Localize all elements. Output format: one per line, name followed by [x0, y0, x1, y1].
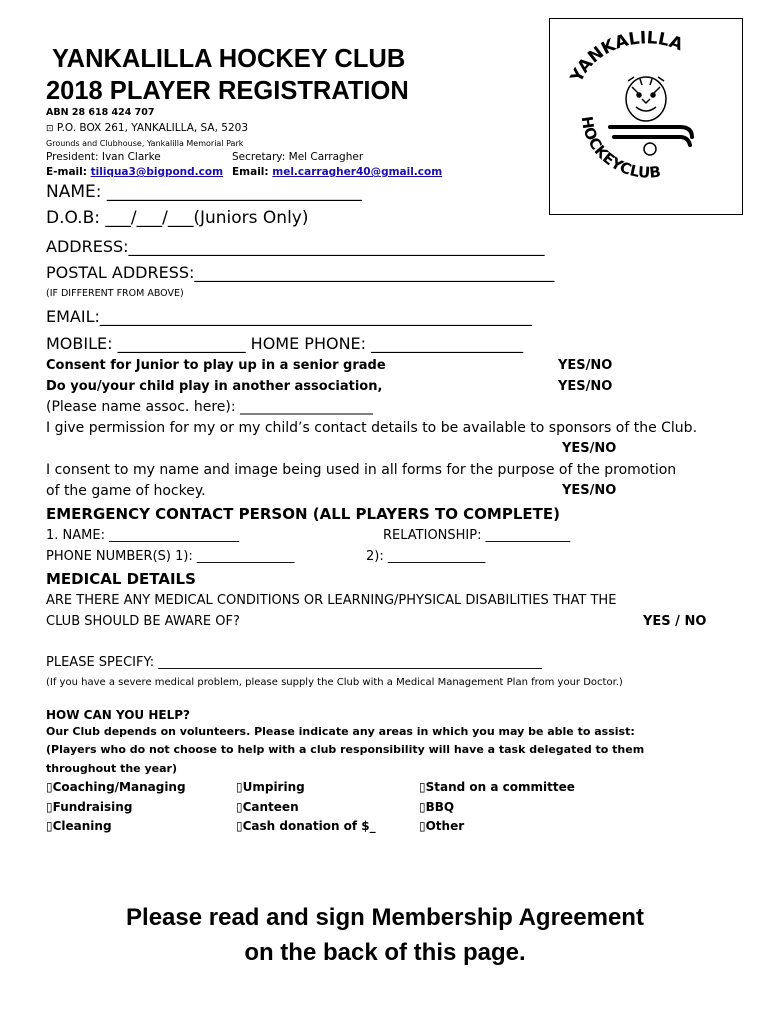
option-label: Other: [425, 819, 465, 833]
logo-top-text: YANKALILLA: [566, 28, 686, 86]
medical-specify-field[interactable]: PLEASE SPECIFY: ___________________________________________________________: [46, 655, 542, 670]
logo-graphic: [550, 19, 741, 213]
option-coaching[interactable]: [46, 780, 186, 794]
grounds-text: Grounds and Clubhouse, Yankalilla Memorial Park: [46, 139, 244, 148]
option-fundraising[interactable]: [46, 800, 132, 814]
secretary-email-link[interactable]: mel.carragher40@gmail.com: [272, 166, 443, 178]
registration-title: 2018 PLAYER REGISTRATION: [46, 77, 409, 105]
mail-icon: ⊡: [46, 124, 54, 134]
option-label: Stand on a committee: [425, 780, 575, 794]
name-field[interactable]: NAME: ______________________________: [46, 182, 362, 202]
medical-question-1: ARE THERE ANY MEDICAL CONDITIONS OR LEARNING/PHYSICAL DISABILITIES THAT THE: [46, 593, 617, 608]
email-label: Email:: [232, 166, 273, 178]
tiger-head-icon: [626, 77, 666, 121]
medical-question-2: CLUB SHOULD BE AWARE OF?: [46, 614, 240, 629]
medical-note: (If you have a severe medical problem, please supply the Club with a Medical Management Plan from your Doctor.): [46, 677, 623, 688]
option-canteen[interactable]: [236, 800, 299, 814]
hockey-ball-icon: [644, 143, 656, 155]
consent-junior-yes-no[interactable]: YES/NO: [558, 358, 613, 373]
footer-line-2: on the back of this page.: [244, 939, 526, 966]
consent-junior-label: Consent for Junior to play up in a senior grade: [46, 358, 386, 373]
option-cash-donation[interactable]: [236, 819, 376, 833]
checkbox-icon[interactable]: ▯: [236, 800, 243, 814]
sponsor-permission-yes-no[interactable]: YES/NO: [562, 441, 617, 456]
checkbox-icon[interactable]: ▯: [46, 800, 53, 814]
emergency-phone1-field[interactable]: PHONE NUMBER(S) 1): _______________: [46, 549, 295, 564]
mobile-phone-field[interactable]: MOBILE: ________________ HOME PHONE: ___________________: [46, 334, 524, 353]
dob-field[interactable]: D.O.B: ___/___/___(Juniors Only): [46, 208, 309, 228]
help-line-1: Our Club depends on volunteers. Please indicate any areas in which you may be able to assist:: [46, 725, 635, 738]
club-title: YANKALILLA HOCKEY CLUB: [52, 45, 406, 73]
medical-yes-no[interactable]: YES / NO: [643, 614, 707, 629]
option-cleaning[interactable]: [46, 819, 112, 833]
option-umpiring[interactable]: [236, 780, 305, 794]
assoc-name-field[interactable]: (Please name assoc. here): ___________________: [46, 399, 374, 415]
medical-heading: MEDICAL DETAILS: [46, 570, 196, 588]
checkbox-icon[interactable]: ▯: [46, 819, 53, 833]
president: President: Ivan Clarke: [46, 151, 161, 163]
emergency-relationship-field[interactable]: RELATIONSHIP: _____________: [383, 528, 571, 543]
logo-bottom-text: HOCKEYCLUB: [577, 115, 662, 182]
po-box-text: P.O. BOX 261, YANKALILLA, SA, 5203: [53, 122, 248, 134]
image-consent-text-2: of the game of hockey.: [46, 483, 206, 499]
emergency-phone2-field[interactable]: 2): _______________: [366, 549, 486, 564]
po-box-address: [46, 122, 248, 134]
address-field[interactable]: ADDRESS:____________________________________________________: [46, 237, 545, 256]
image-consent-yes-no[interactable]: YES/NO: [562, 483, 617, 498]
checkbox-icon[interactable]: ▯: [236, 780, 243, 794]
checkbox-icon[interactable]: ▯: [419, 819, 426, 833]
email-field[interactable]: EMAIL:______________________________________________________: [46, 307, 532, 326]
checkbox-icon[interactable]: ▯: [46, 780, 53, 794]
emergency-name-field[interactable]: 1. NAME: ____________________: [46, 528, 240, 543]
president-email-link[interactable]: tiliqua3@bigpond.com: [90, 166, 224, 178]
option-label: Cash donation of $_: [242, 819, 376, 833]
club-logo: [549, 18, 743, 215]
option-bbq[interactable]: [419, 800, 454, 814]
other-assoc-label: Do you/your child play in another association,: [46, 379, 383, 394]
other-assoc-yes-no[interactable]: YES/NO: [558, 379, 613, 394]
help-line-2: (Players who do not choose to help with a club responsibility will have a task delegated to them: [46, 743, 645, 756]
emergency-heading: EMERGENCY CONTACT PERSON (ALL PLAYERS TO COMPLETE): [46, 505, 560, 523]
help-heading: HOW CAN YOU HELP?: [46, 708, 190, 722]
option-label: Fundraising: [52, 800, 133, 814]
option-label: Umpiring: [242, 780, 305, 794]
checkbox-icon[interactable]: ▯: [236, 819, 243, 833]
president-email: [46, 166, 223, 178]
image-consent-text-1: I consent to my name and image being used in all forms for the purpose of the promotion: [46, 462, 677, 478]
secretary: Secretary: Mel Carragher: [232, 151, 364, 163]
secretary-email: [232, 166, 442, 178]
postal-address-field[interactable]: POSTAL ADDRESS:_____________________________________________: [46, 263, 555, 282]
postal-note: (IF DIFFERENT FROM ABOVE): [46, 288, 184, 299]
option-label: Cleaning: [52, 819, 112, 833]
help-line-3: throughout the year): [46, 762, 177, 775]
abn: ABN 28 618 424 707: [46, 107, 155, 118]
footer-line-1: Please read and sign Membership Agreement: [126, 904, 644, 931]
checkbox-icon[interactable]: ▯: [419, 780, 426, 794]
email-label: E-mail:: [46, 166, 91, 178]
option-committee[interactable]: [419, 780, 575, 794]
checkbox-icon[interactable]: ▯: [419, 800, 426, 814]
option-other[interactable]: [419, 819, 464, 833]
option-label: Canteen: [242, 800, 299, 814]
hockey-sticks-icon: [610, 127, 692, 145]
option-label: Coaching/Managing: [52, 780, 186, 794]
sponsor-permission-text: I give permission for my or my child’s contact details to be available to sponsors of the Club.: [46, 420, 698, 436]
option-label: BBQ: [425, 800, 455, 814]
